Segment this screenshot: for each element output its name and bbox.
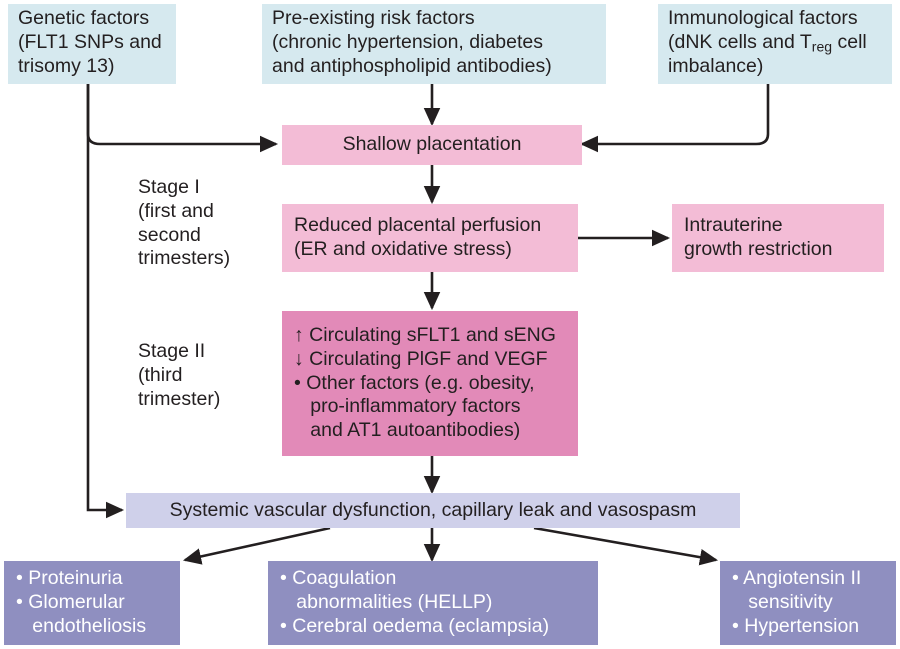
renal-outcome-line-2: • Glomerular xyxy=(16,591,125,614)
renal-outcome-line-1: • Proteinuria xyxy=(16,567,123,590)
risk-factors-line-3: and antiphospholipid antibodies) xyxy=(272,54,552,77)
iugr-line-1: Intrauterine xyxy=(684,214,783,237)
stage-2-label xyxy=(138,340,258,411)
risk-factors-line-1: Pre-existing risk factors xyxy=(272,7,475,30)
stage-1-label xyxy=(138,176,258,271)
immunological-line-2 xyxy=(668,31,882,56)
systemic-vascular-label: Systemic vascular dysfunction, capillary leak and vasospasm xyxy=(169,498,697,521)
genetic-factors-box xyxy=(8,4,176,84)
vascular-outcomes-box xyxy=(720,561,896,645)
systemic-vascular-dysfunction-node xyxy=(126,493,740,528)
reduced-perfusion-line-1: Reduced placental perfusion xyxy=(294,214,542,237)
renal-outcome-line-3: endotheliosis xyxy=(16,614,147,637)
genetic-factors-line-1: Genetic factors xyxy=(18,7,150,30)
vascular-outcome-line-2: sensitivity xyxy=(732,591,833,614)
haem-outcome-line-3: • Cerebral oedema (eclampsia) xyxy=(280,614,550,637)
stage2-line-2: ↓ Circulating PlGF and VEGF xyxy=(294,347,548,370)
immunological-line-3: imbalance) xyxy=(668,55,764,78)
stage2-line-5: and AT1 autoantibodies) xyxy=(294,419,521,442)
stage2-line-4: pro-inflammatory factors xyxy=(294,395,521,418)
treg-subscript: reg xyxy=(811,38,833,55)
stage-1-line-1: Stage I xyxy=(138,176,200,198)
stage-1-line-3: second xyxy=(138,223,201,246)
shallow-placentation-node xyxy=(282,125,582,165)
iugr-line-2: growth restriction xyxy=(684,238,833,260)
vascular-outcome-line-1: • Angiotensin II xyxy=(732,567,862,590)
renal-outcomes-box xyxy=(4,561,180,645)
genetic-factors-line-3: trisomy 13) xyxy=(18,54,115,77)
stage-2-line-2: (third xyxy=(138,363,183,386)
shallow-placentation-label: Shallow placentation xyxy=(342,133,522,156)
immunological-line-2-tail: cell xyxy=(832,30,867,53)
stage2-line-3: • Other factors (e.g. obesity, xyxy=(294,371,535,394)
stage-1-line-4: trimesters) xyxy=(138,247,231,270)
immunological-factors-box xyxy=(658,4,892,84)
immunological-line-2-main: (dNK cells and T xyxy=(668,30,812,53)
vascular-outcome-line-3: • Hypertension xyxy=(732,614,860,637)
haematologic-neuro-outcomes-box xyxy=(268,561,598,645)
stage2-line-1: ↑ Circulating sFLT1 and sENG xyxy=(294,324,556,347)
haem-outcome-line-2: abnormalities (HELLP) xyxy=(280,591,493,614)
reduced-placental-perfusion-node xyxy=(282,204,578,272)
haem-outcome-line-1: • Coagulation xyxy=(280,567,397,590)
risk-factors-line-2: (chronic hypertension, diabetes xyxy=(272,31,543,54)
pre-existing-risk-factors-box xyxy=(262,4,606,84)
intrauterine-growth-restriction-node xyxy=(672,204,884,272)
stage-1-line-2: (first and xyxy=(138,199,214,222)
genetic-factors-line-2: (FLT1 SNPs and xyxy=(18,31,162,54)
immunological-line-1: Immunological factors xyxy=(668,6,858,29)
stage-2-factors-node xyxy=(282,311,578,456)
reduced-perfusion-line-2: (ER and oxidative stress) xyxy=(294,238,512,260)
stage-2-line-1: Stage II xyxy=(138,340,206,362)
stage-2-line-3: trimester) xyxy=(138,387,221,410)
